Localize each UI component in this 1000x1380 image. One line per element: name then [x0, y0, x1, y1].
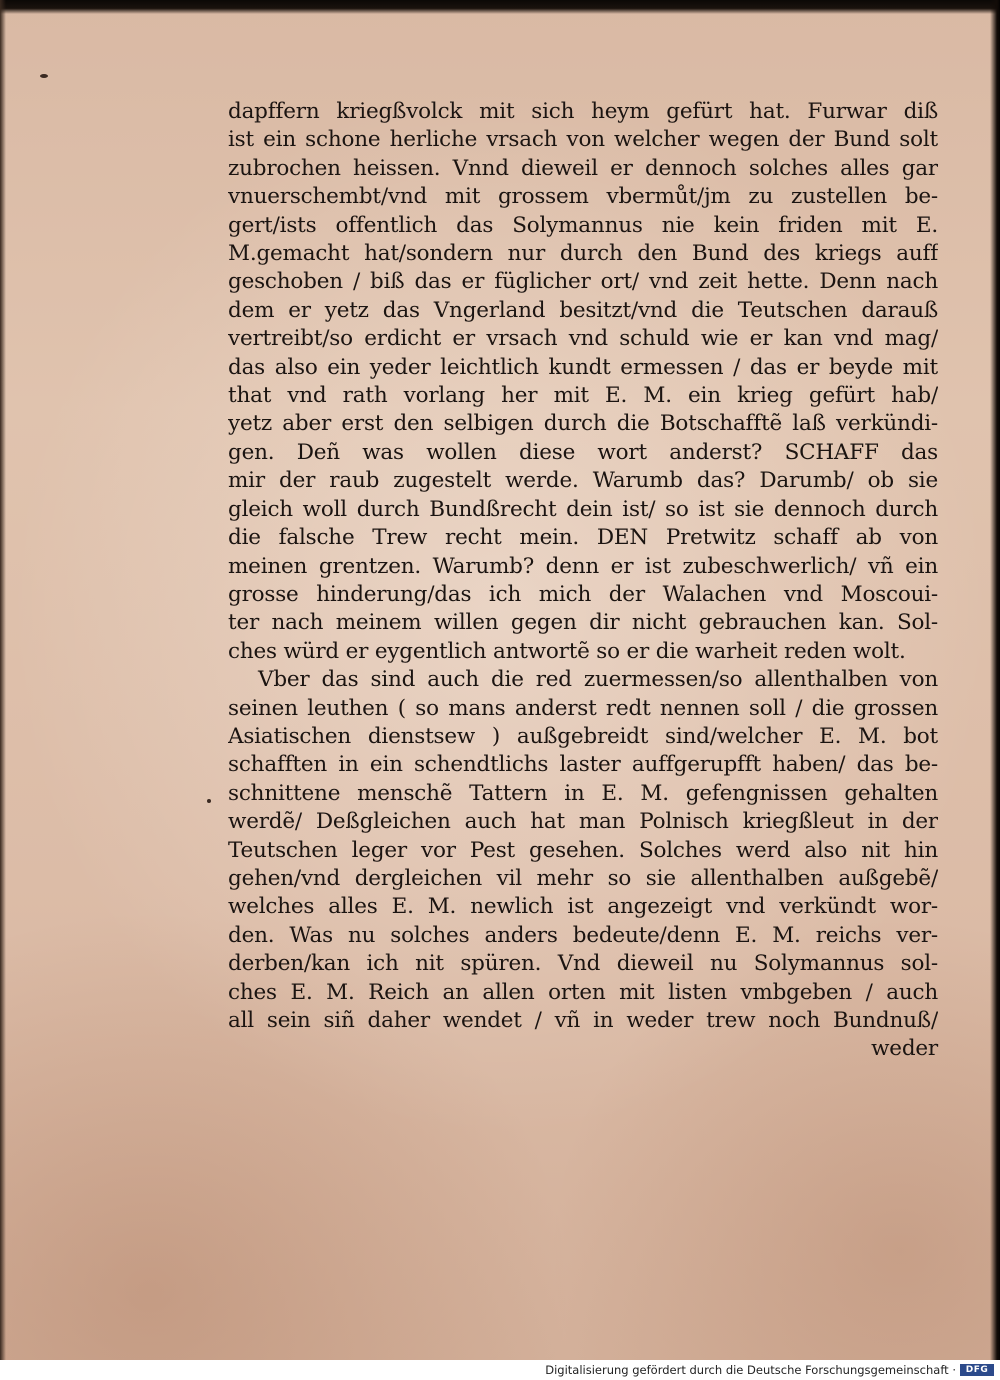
funding-credit: Digitalisierung gefördert durch die Deutsche Forschungsgemeinschaft · — [545, 1363, 956, 1377]
text-line: ches würd er eygentlich antwortẽ so er die warheit reden wolt. — [228, 638, 906, 664]
text-line: gen. Deñ was wollen diese wort anderst? SCHAFF das — [228, 439, 938, 465]
scan-top-edge — [0, 0, 1000, 14]
text-line: seinen leuthen ( so mans anderst redt nennen soll / die grossen — [228, 695, 938, 721]
text-line: yetz aber erst den selbigen durch die Botschafftẽ laß verkündi- — [228, 411, 938, 437]
text-line: welches alles E. M. newlich ist angezeigt vnd verkündt wor- — [228, 894, 938, 920]
catchword: weder — [871, 1036, 938, 1062]
text-line: gert/ists offentlich das Solymannus nie kein friden mit E. — [228, 212, 938, 238]
text-line: vnuerschembt/vnd mit grossem vbermůt/jm zu zustellen be- — [228, 184, 938, 210]
text-line: derben/kan ich nit spüren. Vnd dieweil nu Solymannus sol- — [228, 951, 938, 977]
page-body-text — [228, 98, 938, 1064]
text-line: den. Was nu solches anders bedeute/denn E. M. reichs ver- — [228, 922, 938, 948]
text-line: geschoben / biß das er füglicher ort/ vnd zeit hette. Denn nach — [228, 269, 938, 295]
text-line: gehen/vnd dergleichen vil mehr so sie allenthalben außgebẽ/ — [228, 865, 938, 891]
text-line: das also ein yeder leichtlich kundt ermessen / das er beyde mit — [228, 354, 938, 380]
text-line: grosse hinderung/das ich mich der Walachen vnd Moscoui- — [228, 581, 938, 607]
scan-right-edge — [990, 0, 1000, 1360]
text-line: schnittene menschẽ Tattern in E. M. gefengnissen gehalten — [228, 780, 938, 806]
text-line: Teutschen leger vor Pest gesehen. Solches werd also nit hin — [228, 837, 938, 863]
text-line: Asiatischen dienstsew ) außgebreidt sind/welcher E. M. bot — [228, 723, 938, 749]
text-line: M.gemacht hat/sondern nur durch den Bund des kriegs auff — [228, 241, 938, 267]
text-line: gleich woll durch Bundßrecht dein ist/ so ist sie dennoch durch — [228, 496, 938, 522]
digitization-footer — [0, 1360, 1000, 1380]
text-line: werdẽ/ Deßgleichen auch hat man Polnisch kriegßleut in der — [228, 809, 938, 835]
scan-left-edge — [0, 0, 6, 1360]
text-line: die falsche Trew recht mein. DEN Pretwitz schaff ab von — [228, 525, 938, 551]
text-line: Vber das sind auch die red zuermessen/so allenthalben von — [258, 667, 938, 693]
text-line: all sein siñ daher wendet / vñ in weder trew noch Bundnuß/ — [228, 1008, 938, 1033]
text-line: that vnd rath vorlang her mit E. M. ein krieg gefürt hab/ — [228, 383, 938, 409]
text-line: meinen grentzen. Warumb? denn er ist zubeschwerlich/ vñ ein — [228, 553, 938, 579]
dfg-logo: DFG — [960, 1364, 994, 1376]
ink-speck — [207, 799, 211, 803]
text-line: dapffern kriegßvolck mit sich heym gefürt hat. Furwar diß — [228, 99, 938, 124]
text-line: zubrochen heissen. Vnnd dieweil er dennoch solches alles gar — [228, 155, 938, 181]
text-line: ist ein schone herliche vrsach von welcher wegen der Bund solt — [228, 127, 938, 153]
text-line: dem er yetz das Vngerland besitzt/vnd die Teutschen darauß — [228, 297, 938, 323]
text-line: vertreibt/so erdicht er vrsach vnd schuld wie er kan vnd mag/ — [228, 326, 938, 352]
ink-speck — [40, 74, 48, 78]
text-line: ter nach meinem willen gegen dir nicht gebrauchen kan. Sol- — [228, 610, 938, 636]
text-line: schafften in ein schendtlichs laster auffgerupfft haben/ das be- — [228, 752, 938, 778]
text-line: ches E. M. Reich an allen orten mit listen vmbgeben / auch — [228, 979, 938, 1005]
text-line: mir der raub zugestelt werde. Warumb das? Darumb/ ob sie — [228, 468, 938, 494]
